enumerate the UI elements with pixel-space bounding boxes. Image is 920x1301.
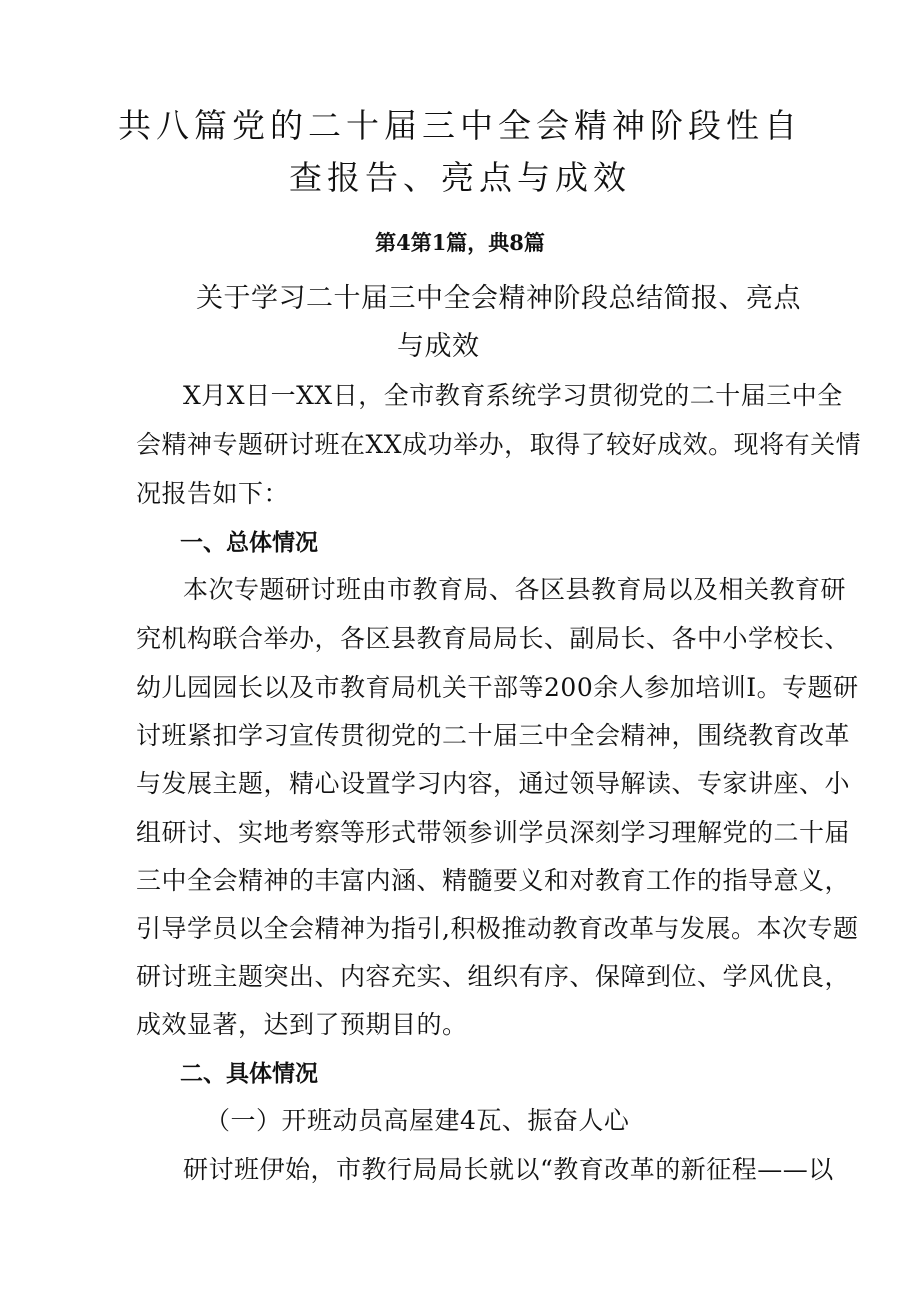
section-1-line-4: 讨班紧扣学习宣传贯彻党的二十届三中全会精神，围绕教育改革 (136, 721, 851, 750)
section-1-line-10: 成效显著，达到了预期目的。 (136, 1010, 468, 1039)
document-title-line-2: 查报告、亮点与成效 (289, 158, 631, 197)
section-1-line-3: 幼儿园园长以及市教育局机关干部等200余人参加培训I。专题研 (136, 673, 859, 702)
section-1-line-7: 三中全会精神的丰富内涵、精髓要义和对教育工作的指导意义， (136, 866, 851, 895)
document-subtitle: 第4第1篇，典8篇 (375, 230, 545, 255)
article-heading-line-2: 与成效 (397, 331, 480, 362)
section-1-line-6: 组研讨、实地考察等形式带领参训学员深刻学习理解党的二十届 (136, 818, 851, 847)
section-1-line-1: 本次专题研讨班由市教育局、各区县教育局以及相关教育研 (183, 575, 847, 604)
article-heading-line-1: 关于学习二十届三中全会精神阶段总结简报、亮点 (196, 283, 801, 314)
intro-line-2: 会精神专题研讨班在XX成功举办，取得了较好成效。现将有关情 (136, 430, 862, 459)
section-2-title: 二、具体情况 (180, 1061, 318, 1087)
section-2-line-1: 研讨班伊始，市教行局局长就以“教育改革的新征程——以 (183, 1155, 834, 1184)
section-1-line-2: 究机构联合举办，各区县教育局局长、副局长、各中小学校长、 (136, 624, 851, 653)
intro-line-1: X月X日一XX日，全市教育系统学习贯彻党的二十届三中全 (183, 381, 843, 410)
section-1-line-8: 引导学员以全会精神为指引,积极推动教育改革与发展。本次专题 (136, 914, 859, 943)
section-1-line-5: 与发展主题，精心设置学习内容，通过领导解读、专家讲座、小 (136, 769, 851, 798)
intro-line-3: 况报告如下： (136, 479, 290, 508)
subsection-1-title: （一）开班动员高屋建4瓦、振奋人心 (205, 1106, 630, 1135)
section-1-line-9: 研讨班主题突出、内容充实、组织有序、保障到位、学风优良， (136, 962, 851, 991)
document-title-line-1: 共八篇党的二十届三中全会精神阶段性自 (118, 106, 802, 145)
section-1-title: 一、总体情况 (180, 530, 318, 556)
